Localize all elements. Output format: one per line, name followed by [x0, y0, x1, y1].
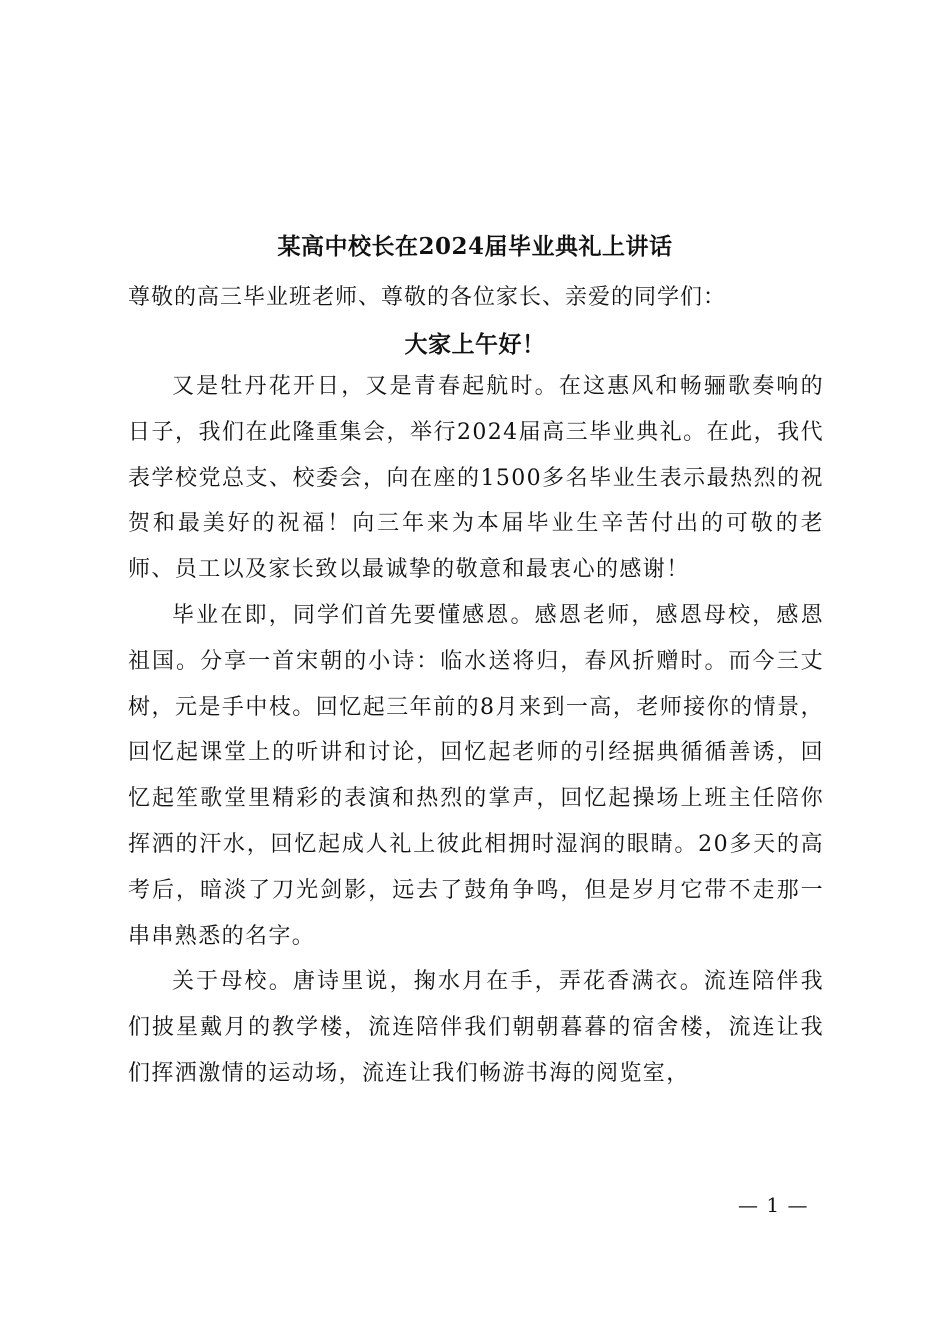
- paragraph: 毕业在即，同学们首先要懂感恩。感恩老师，感恩母校，感恩祖国。分享一首宋朝的小诗：临水送将归，春风折赠时。而今三丈树，元是手中枝。回忆起三年前的8月来到一高，老师接你的情景，回忆起课堂上的听讲和讨论，回忆起老师的引经据典循循善诱，回忆起笙歌堂里精彩的表演和热烈的掌声，回忆起操场上班主任陪你挥洒的汗水，回忆起成人礼上彼此相拥时湿润的眼睛。20多天的高考后，暗淡了刀光剑影，远去了鼓角争鸣，但是岁月它带不走那一串串熟悉的名字。: [128, 602, 824, 949]
- greeting: 大家上午好！: [404, 331, 546, 358]
- paragraph: 关于母校。唐诗里说，掬水月在手，弄花香满衣。流连陪伴我们披星戴月的教学楼，流连陪伴我们朝朝暮暮的宿舍楼，流连让我们挥洒激情的运动场，流连让我们畅游书海的阅览室，: [128, 969, 824, 1086]
- salutation: 尊敬的高三毕业班老师、尊敬的各位家长、亲爱的同学们：: [128, 285, 727, 310]
- speech-body: [128, 364, 824, 1097]
- document-title: 某高中校长在2024届毕业典礼上讲话: [277, 233, 673, 260]
- paragraph: 又是牡丹花开日，又是青春起航时。在这惠风和畅骊歌奏响的日子，我们在此隆重集会，举行2024届高三毕业典礼。在此，我代表学校党总支、校委会，向在座的1500多名毕业生表示最热烈的祝贺和最美好的祝福！向三年来为本届毕业生辛苦付出的可敬的老师、员工以及家长致以最诚挚的敬意和最衷心的感谢！: [128, 374, 824, 583]
- page-number: — 1 —: [738, 1193, 809, 1217]
